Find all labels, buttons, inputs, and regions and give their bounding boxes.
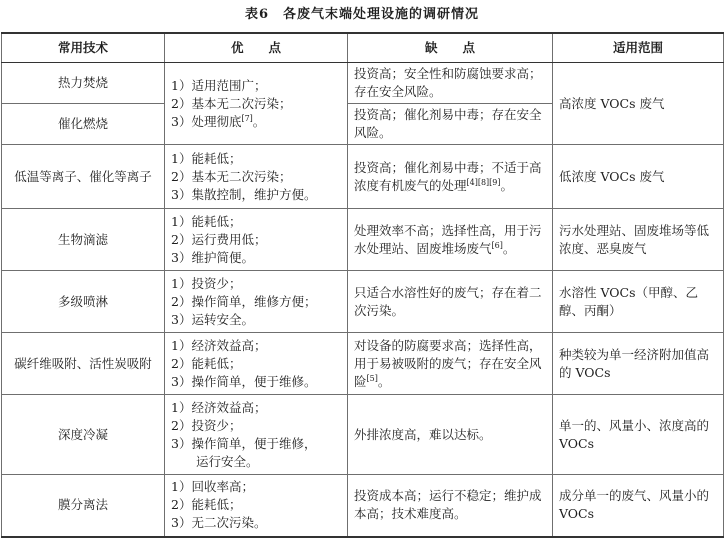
pros-cell — [165, 63, 348, 145]
scope-cell: 单一的、风量小、浓度高的 VOCs — [553, 395, 724, 475]
cons-cell: 处理效率不高；选择性高，用于污水处理站、固废堆场废气[6]。 — [348, 209, 553, 271]
scope-cell: 成分单一的废气、风量小的 VOCs — [553, 475, 724, 537]
reference-mark: [7] — [241, 113, 253, 123]
pros-line: 1）能耗低； — [171, 213, 242, 229]
tech-cell: 多级喷淋 — [2, 271, 165, 333]
table-caption: 表6 各废气末端处理设施的调研情况 — [244, 7, 480, 22]
pros-line: 运行安全。 — [171, 453, 259, 469]
pros-cell — [165, 333, 348, 395]
pros-line: 2）操作简单，维修方便； — [171, 293, 317, 309]
cons-cell: 投资高；安全性和防腐蚀要求高；存在安全风险。 — [348, 63, 553, 104]
header-row — [2, 33, 724, 63]
pros-line: 1）能耗低； — [171, 150, 242, 166]
pros-line: 1）投资少； — [171, 275, 242, 291]
pros-line: 3）操作简单，便于维修。 — [171, 373, 317, 389]
tech-cell: 催化燃烧 — [2, 104, 165, 145]
scope-cell: 污水处理站、固废堆场等低浓度、恶臭废气 — [553, 209, 724, 271]
header-cons: 缺 点 — [348, 33, 553, 63]
pros-line: 3）集散控制，维护方便。 — [171, 186, 317, 202]
pros-line: 2）基本无二次污染； — [171, 168, 292, 184]
reference-mark: [4][8][9] — [466, 177, 501, 187]
pros-line: 3）处理彻底[7]。 — [171, 113, 266, 129]
header-tech: 常用技术 — [2, 33, 165, 63]
pros-cell — [165, 475, 348, 537]
pros-line: 1）经济效益高； — [171, 399, 267, 415]
cons-cell: 对设备的防腐要求高；选择性高，用于易被吸附的废气；存在安全风险[5]。 — [348, 333, 553, 395]
vocs-treatment-table — [1, 32, 724, 538]
cons-cell: 只适合水溶性好的废气；存在着二次污染。 — [348, 271, 553, 333]
table-row — [2, 209, 724, 271]
tech-cell: 膜分离法 — [2, 475, 165, 537]
pros-line: 3）维护简便。 — [171, 249, 254, 265]
header-scope: 适用范围 — [553, 33, 724, 63]
table-row — [2, 333, 724, 395]
scope-cell: 低浓度 VOCs 废气 — [553, 145, 724, 209]
reference-mark: [6] — [491, 240, 503, 250]
tech-cell: 碳纤维吸附、活性炭吸附 — [2, 333, 165, 395]
cons-cell: 外排浓度高，难以达标。 — [348, 395, 553, 475]
pros-line: 1）回收率高； — [171, 479, 254, 495]
table-row — [2, 475, 724, 537]
cons-cell: 投资成本高；运行不稳定；维护成本高；技术难度高。 — [348, 475, 553, 537]
table-row — [2, 63, 724, 104]
tech-cell: 深度冷凝 — [2, 395, 165, 475]
tech-cell: 热力焚烧 — [2, 63, 165, 104]
cons-cell: 投资高；催化剂易中毒；存在安全风险。 — [348, 104, 553, 145]
pros-line: 1）经济效益高； — [171, 337, 267, 353]
pros-line: 1）适用范围广； — [171, 77, 267, 93]
pros-line: 2）运行费用低； — [171, 231, 267, 247]
cons-cell: 投资高；催化剂易中毒；不适于高浓度有机废气的处理[4][8][9]。 — [348, 145, 553, 209]
table-row — [2, 271, 724, 333]
reference-mark: [5] — [366, 373, 378, 383]
pros-line: 2）能耗低； — [171, 355, 242, 371]
pros-line: 3）运转安全。 — [171, 311, 254, 327]
pros-line: 3）操作简单，便于维修， — [171, 435, 317, 451]
tech-cell: 生物滴滤 — [2, 209, 165, 271]
table-row — [2, 145, 724, 209]
pros-cell — [165, 145, 348, 209]
scope-cell: 种类较为单一经济附加值高的 VOCs — [553, 333, 724, 395]
header-pros: 优 点 — [165, 33, 348, 63]
pros-line: 2）基本无二次污染； — [171, 95, 292, 111]
pros-line: 2）投资少； — [171, 417, 242, 433]
scope-cell: 水溶性 VOCs（甲醇、乙醇、丙酮） — [553, 271, 724, 333]
pros-line: 3）无二次污染。 — [171, 515, 267, 531]
pros-cell — [165, 271, 348, 333]
pros-cell — [165, 209, 348, 271]
tech-cell: 低温等离子、催化等离子 — [2, 145, 165, 209]
scope-cell: 高浓度 VOCs 废气 — [553, 63, 724, 145]
pros-line: 2）能耗低； — [171, 497, 242, 513]
pros-cell — [165, 395, 348, 475]
table-row — [2, 395, 724, 475]
